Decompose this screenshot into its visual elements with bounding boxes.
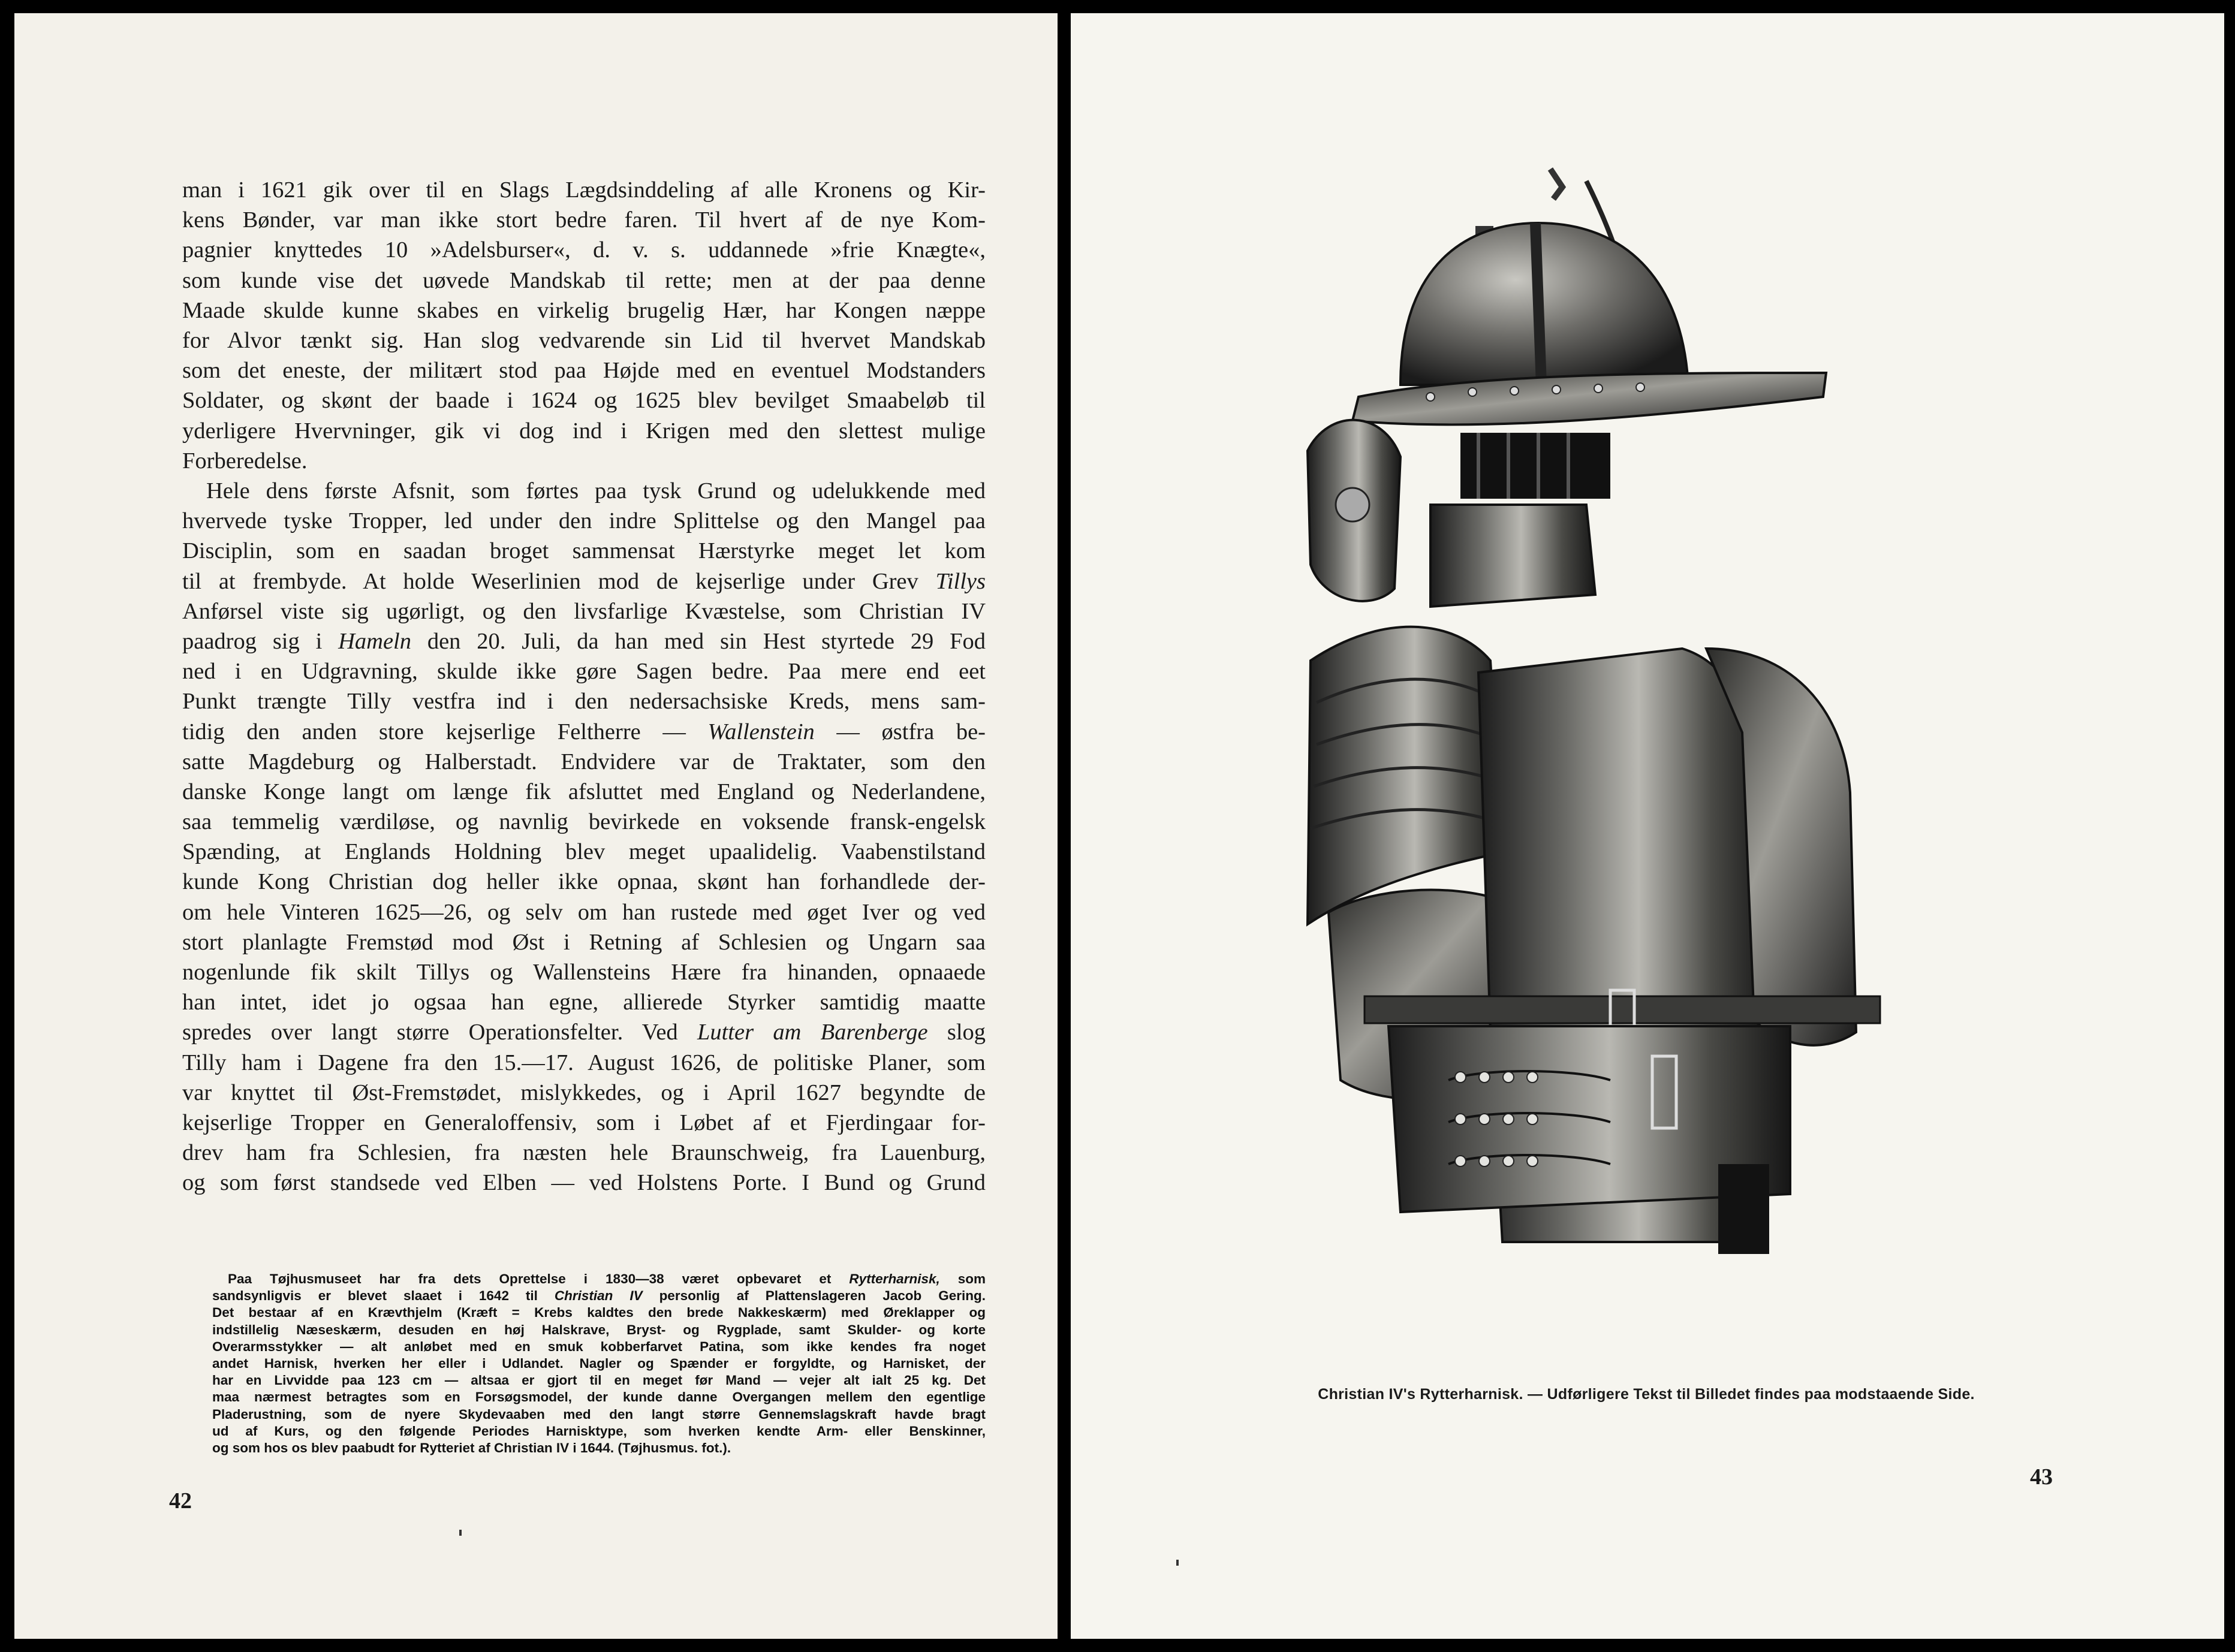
text-line: og som først standsede ved Elben — ved Holstens Porte. I Bund og Grund: [182, 1170, 986, 1196]
italic-term: Rytterharnisk,: [849, 1271, 940, 1286]
text-segment: til at frembyde. At holde Weserlinien mod de kejserlige under Grev: [182, 568, 918, 594]
text-line: Soldater, og skønt der baade i 1624 og 1625 blev bevilget Smaabeløb til: [182, 388, 986, 414]
caption-line: har en Livvidde paa 123 cm — altsaa er gjort til en meget før Mand — vejer alt ialt 25 kg. Det: [212, 1373, 986, 1388]
text-segment: den 20. Juli, da han med sin Hest styrtede 29 Fod: [427, 628, 986, 654]
text-line: for Alvor tænkt sig. Han slog vedvarende sin Lid til hvervet Mandskab: [182, 327, 986, 353]
caption-line: og som hos os blev paabudt for Rytteriet af Christian IV i 1644. (Tøjhusmus. fot.).: [212, 1440, 731, 1456]
print-speck: [459, 1530, 462, 1536]
right-page: [1071, 13, 2224, 1639]
text-segment: tidig den anden store kejserlige Feltherre —: [182, 719, 686, 744]
text-line: [182, 566, 986, 596]
text-segment: slog: [947, 1020, 986, 1045]
text-line: Spænding, at Englands Holdning blev meget upaalidelig. Vaabenstilstand: [182, 839, 986, 865]
text-segment: — østfra be-: [836, 719, 986, 744]
italic-name: Christian IV: [554, 1288, 643, 1304]
text-line: Anførsel viste sig ugørligt, og den livsfarlige Kvæstelse, som Christian IV: [182, 598, 986, 624]
print-speck: [1176, 1560, 1179, 1566]
caption-line: [212, 1271, 986, 1288]
page-number: 43: [2030, 1464, 2053, 1490]
text-line: om hele Vinteren 1625—26, og selv om han rustede med øget Iver og ved: [182, 899, 986, 925]
caption-segment: sandsynligvis er blevet slaaet i 1642 til: [212, 1288, 538, 1304]
text-line: var knyttet til Øst-Fremstødet, mislykkedes, og i April 1627 begyndte de: [182, 1080, 986, 1105]
text-line: nogenlunde fik skilt Tillys og Wallensteins Hære fra hinanden, opnaaede: [182, 960, 986, 985]
text-line: satte Magdeburg og Halberstadt. Endvidere var de Traktater, som den: [182, 749, 986, 774]
text-line: saa temmelig værdiløse, og navnlig bevirkede en voksende fransk-engelsk: [182, 809, 986, 835]
text-segment: paadrog sig i: [182, 628, 323, 654]
text-line: [182, 626, 986, 656]
caption-line: andet Harnisk, hverken her eller i Udlandet. Nagler og Spænder er forgyldte, og Harnisket, der: [212, 1356, 986, 1371]
text-line: stort planlagte Fremstød mod Øst i Retning af Schlesien og Ungarn saa: [182, 929, 986, 955]
page-number: 42: [169, 1488, 192, 1514]
caption-line: indstillelig Næseskærm, desuden en høj Halskrave, Bryst- og Rygplade, samt Skulder- og korte: [212, 1322, 986, 1337]
caption-line: [212, 1288, 986, 1304]
text-line: han intet, idet jo ogsaa han egne, allierede Styrker samtidig maatte: [182, 990, 986, 1015]
caption-line: maa nærmest betragtes som en Forsøgsmodel, der kunde danne Overgangen mellem den egentlige: [212, 1389, 986, 1405]
italic-place: Hameln: [338, 628, 412, 654]
text-line: [182, 1017, 986, 1047]
figure-caption: Christian IV's Rytterharnisk. — Udførligere Tekst til Billedet findes paa modstaaende Side.: [1318, 1386, 1975, 1403]
text-line: kejserlige Tropper en Generaloffensiv, som i Løbet af et Fjerdingaar for-: [182, 1110, 986, 1135]
text-line: Maade skulde kunne skabes en virkelig brugelig Hær, har Kongen næppe: [182, 297, 986, 323]
text-line: danske Konge langt om længe fik afsluttet med England og Nederlandene,: [182, 779, 986, 804]
text-line: Hele dens første Afsnit, som førtes paa tysk Grund og udelukkende med: [206, 478, 986, 504]
italic-place: Lutter am Barenberge: [697, 1020, 928, 1045]
body-text: [182, 175, 986, 476]
text-line: som kunde vise det uøvede Mandskab til rette; men at der paa denne: [182, 267, 986, 293]
armor-photograph: [1251, 133, 1910, 1332]
text-line: Forberedelse.: [182, 448, 308, 474]
text-line: ned i en Udgravning, skulde ikke gøre Sagen bedre. Paa mere end eet: [182, 659, 986, 685]
left-page: [14, 13, 1058, 1639]
caption-line: ud af Kurs, og den følgende Periodes Harnisktype, som hverken kendte Arm- eller Benskinner,: [212, 1423, 986, 1439]
text-line: kunde Kong Christian dog heller ikke opnaa, skønt han forhandlede der-: [182, 869, 986, 895]
caption-segment: Paa Tøjhusmuseet har fra dets Oprettelse i 1830—38 været opbevaret et: [228, 1271, 832, 1286]
text-line: Tilly ham i Dagene fra den 15.—17. August 1626, de politiske Planer, som: [182, 1050, 986, 1075]
caption-segment: personlig af Plattenslageren Jacob Gering.: [659, 1288, 986, 1304]
caption-line: Pladerustning, som de nyere Skydevaaben med den langt større Gennemslagskraft havde bragt: [212, 1406, 986, 1422]
caption-line: Det bestaar af en Krævthjelm (Kræft = Krebs kaldtes den brede Nakkeskærm) med Øreklapper og: [212, 1305, 986, 1321]
text-line: [182, 717, 986, 747]
text-line: drev ham fra Schlesien, fra næsten hele Braunschweig, fra Lauenburg,: [182, 1140, 986, 1166]
italic-name: Tillys: [935, 568, 986, 594]
caption-segment: som: [957, 1271, 986, 1286]
text-line: hvervede tyske Tropper, led under den indre Splittelse og den Mangel paa: [182, 508, 986, 534]
figure-caption-detailed: [212, 1271, 986, 1457]
cuirassier-armor-image: [1251, 133, 1910, 1332]
caption-line: Overarmsstykker — alt anløbet med en smuk kobberfarvet Patina, som ikke kendes fra noget: [212, 1339, 986, 1354]
body-text-paragraph-2: [182, 476, 986, 1198]
text-line: Disciplin, som en saadan broget sammensat Hærstyrke meget let kom: [182, 538, 986, 564]
italic-name: Wallenstein: [707, 719, 815, 744]
text-line: kens Bønder, var man ikke stort bedre faren. Til hvert af de nye Kom-: [182, 207, 986, 233]
text-line: som det eneste, der militært stod paa Højde med en eventuel Modstanders: [182, 358, 986, 384]
text-line: Punkt trængte Tilly vestfra ind i den nedersachsiske Kreds, mens sam-: [182, 689, 986, 715]
text-line: yderligere Hvervninger, gik vi dog ind i Krigen med den slettest mulige: [182, 418, 986, 444]
text-segment: spredes over langt større Operationsfelter. Ved: [182, 1020, 678, 1045]
text-line: pagnier knyttedes 10 »Adelsburser«, d. v. s. uddannede »frie Knægte«,: [182, 237, 986, 263]
text-line: man i 1621 gik over til en Slags Lægdsinddeling af alle Kronens og Kir-: [182, 177, 986, 203]
